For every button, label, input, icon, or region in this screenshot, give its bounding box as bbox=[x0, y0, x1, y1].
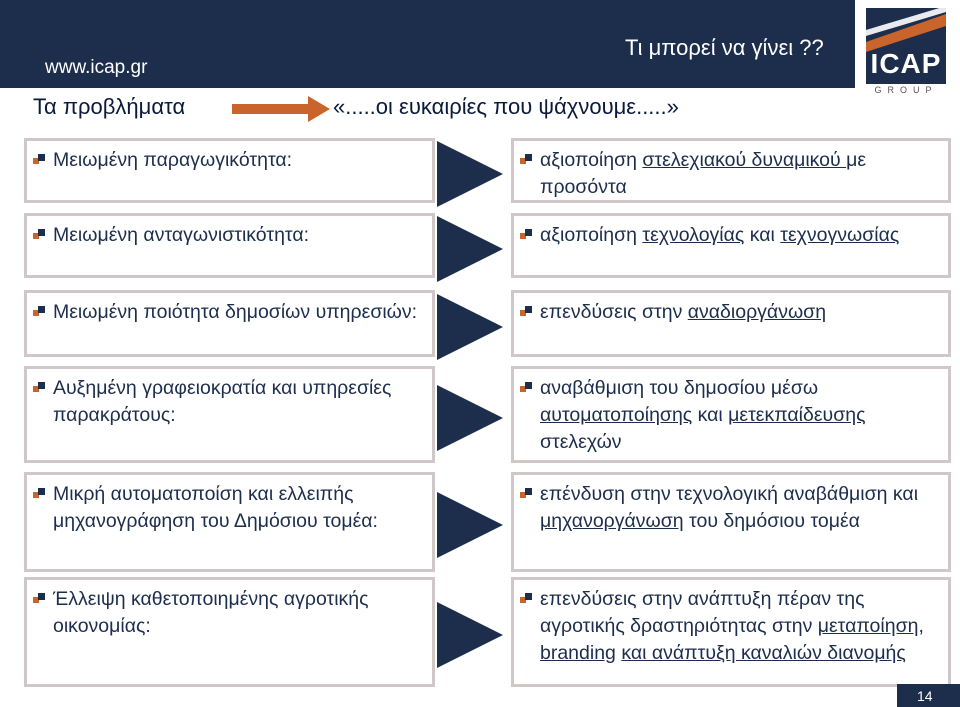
bullet-icon bbox=[520, 488, 532, 500]
problem-box bbox=[24, 472, 435, 572]
problem-box bbox=[24, 290, 435, 357]
problem-text: Αυξημένη γραφειοκρατία και υπηρεσίες παρακράτους: bbox=[53, 377, 392, 426]
opportunity-segment: αναβάθμιση του δημοσίου μέσω bbox=[540, 377, 819, 399]
bullet-icon bbox=[33, 306, 45, 318]
arrow-right-icon bbox=[437, 141, 503, 207]
opportunity-segment: και bbox=[692, 404, 729, 426]
opportunity-segment: στελεχιακού δυναμικού bbox=[642, 149, 847, 171]
bullet-icon bbox=[33, 154, 45, 166]
opportunity-segment: τεχνολογίας bbox=[642, 224, 745, 246]
arrow-right-icon bbox=[437, 602, 503, 668]
bullet-icon bbox=[33, 488, 45, 500]
icap-logo bbox=[866, 8, 946, 98]
bullet-icon bbox=[520, 306, 532, 318]
bullet-icon bbox=[520, 229, 532, 241]
opportunity-segment: επενδύσεις στην ανάπτυξη πέραν της αγροτικής δραστηριότητας στην bbox=[540, 588, 865, 637]
opportunity-segment: και bbox=[744, 224, 781, 246]
website-url: www.icap.gr bbox=[45, 57, 148, 78]
opportunity-segment: στελεχών bbox=[540, 431, 622, 453]
opportunity-box bbox=[511, 577, 951, 687]
problem-box bbox=[24, 138, 435, 203]
opportunity-segment: αξιοποίηση bbox=[540, 149, 643, 171]
arrow-right-icon bbox=[437, 385, 503, 451]
opportunity-segment: αναδιοργάνωση bbox=[687, 301, 827, 323]
bullet-icon bbox=[520, 154, 532, 166]
opportunity-text bbox=[540, 586, 938, 667]
opportunity-segment: με προσόντα bbox=[540, 149, 867, 198]
opportunity-segment: μετεκπαίδευσης bbox=[728, 404, 866, 426]
page-number: 14 bbox=[917, 688, 933, 704]
problem-text: Έλλειψη καθετοποιημένης αγροτικής οικονομίας: bbox=[53, 588, 369, 637]
opportunity-box bbox=[511, 472, 951, 572]
opportunities-heading: «.....οι ευκαιρίες που ψάχνουμε.....» bbox=[333, 94, 679, 119]
problem-text: Μικρή αυτοματοποίση και ελλειπής μηχανογράφηση του Δημόσιου τομέα: bbox=[53, 483, 378, 532]
opportunity-box bbox=[511, 138, 951, 203]
opportunity-segment: του δημόσιου τομέα bbox=[683, 510, 860, 532]
opportunity-segment: επενδύσεις στην bbox=[540, 301, 688, 323]
opportunity-segment: αυτοματοποίησης bbox=[540, 404, 693, 426]
logo-box bbox=[866, 8, 946, 84]
arrow-right-icon bbox=[437, 294, 503, 360]
right-arrow-icon bbox=[232, 96, 330, 122]
opportunity-box bbox=[511, 290, 951, 357]
opportunity-segment: τεχνογνωσίας bbox=[780, 224, 900, 246]
opportunity-text bbox=[540, 299, 938, 326]
page-number-badge bbox=[897, 684, 960, 707]
slide-title: Τι μπορεί να γίνει ?? bbox=[625, 35, 824, 60]
bullet-icon bbox=[520, 593, 532, 605]
opportunity-box bbox=[511, 213, 951, 278]
problem-box bbox=[24, 213, 435, 278]
problems-heading: Τα προβλήματα bbox=[33, 94, 186, 119]
opportunity-segment: , bbox=[918, 615, 924, 637]
opportunity-segment: και ανάπτυξη καναλιών διανομής bbox=[621, 642, 906, 664]
opportunity-segment: μεταποίηση bbox=[817, 615, 919, 637]
logo-subtitle: GROUP bbox=[874, 85, 938, 95]
opportunity-segment: επένδυση στην τεχνολογική αναβάθμιση και bbox=[540, 483, 919, 505]
opportunity-segment: branding bbox=[540, 642, 616, 664]
header-banner bbox=[0, 0, 855, 88]
bullet-icon bbox=[33, 382, 45, 394]
problem-text: Μειωμένη ποιότητα δημοσίων υπηρεσιών: bbox=[53, 301, 418, 323]
opportunity-segment: μηχανοργάνωση bbox=[540, 510, 684, 532]
bullet-icon bbox=[33, 229, 45, 241]
arrow-right-icon bbox=[437, 492, 503, 558]
problem-text: Μειωμένη παραγωγικότητα: bbox=[53, 149, 293, 171]
opportunity-text bbox=[540, 147, 938, 201]
bullet-icon bbox=[33, 593, 45, 605]
problem-text: Μειωμένη ανταγωνιστικότητα: bbox=[53, 224, 310, 246]
opportunity-box bbox=[511, 366, 951, 463]
opportunity-segment: αξιοποίηση bbox=[540, 224, 643, 246]
opportunity-text bbox=[540, 481, 938, 535]
bullet-icon bbox=[520, 382, 532, 394]
opportunity-text bbox=[540, 375, 938, 456]
arrow-right-icon bbox=[437, 216, 503, 282]
problem-box bbox=[24, 366, 435, 463]
problem-box bbox=[24, 577, 435, 687]
opportunity-text bbox=[540, 222, 938, 249]
logo-text: ICAP bbox=[870, 48, 942, 79]
